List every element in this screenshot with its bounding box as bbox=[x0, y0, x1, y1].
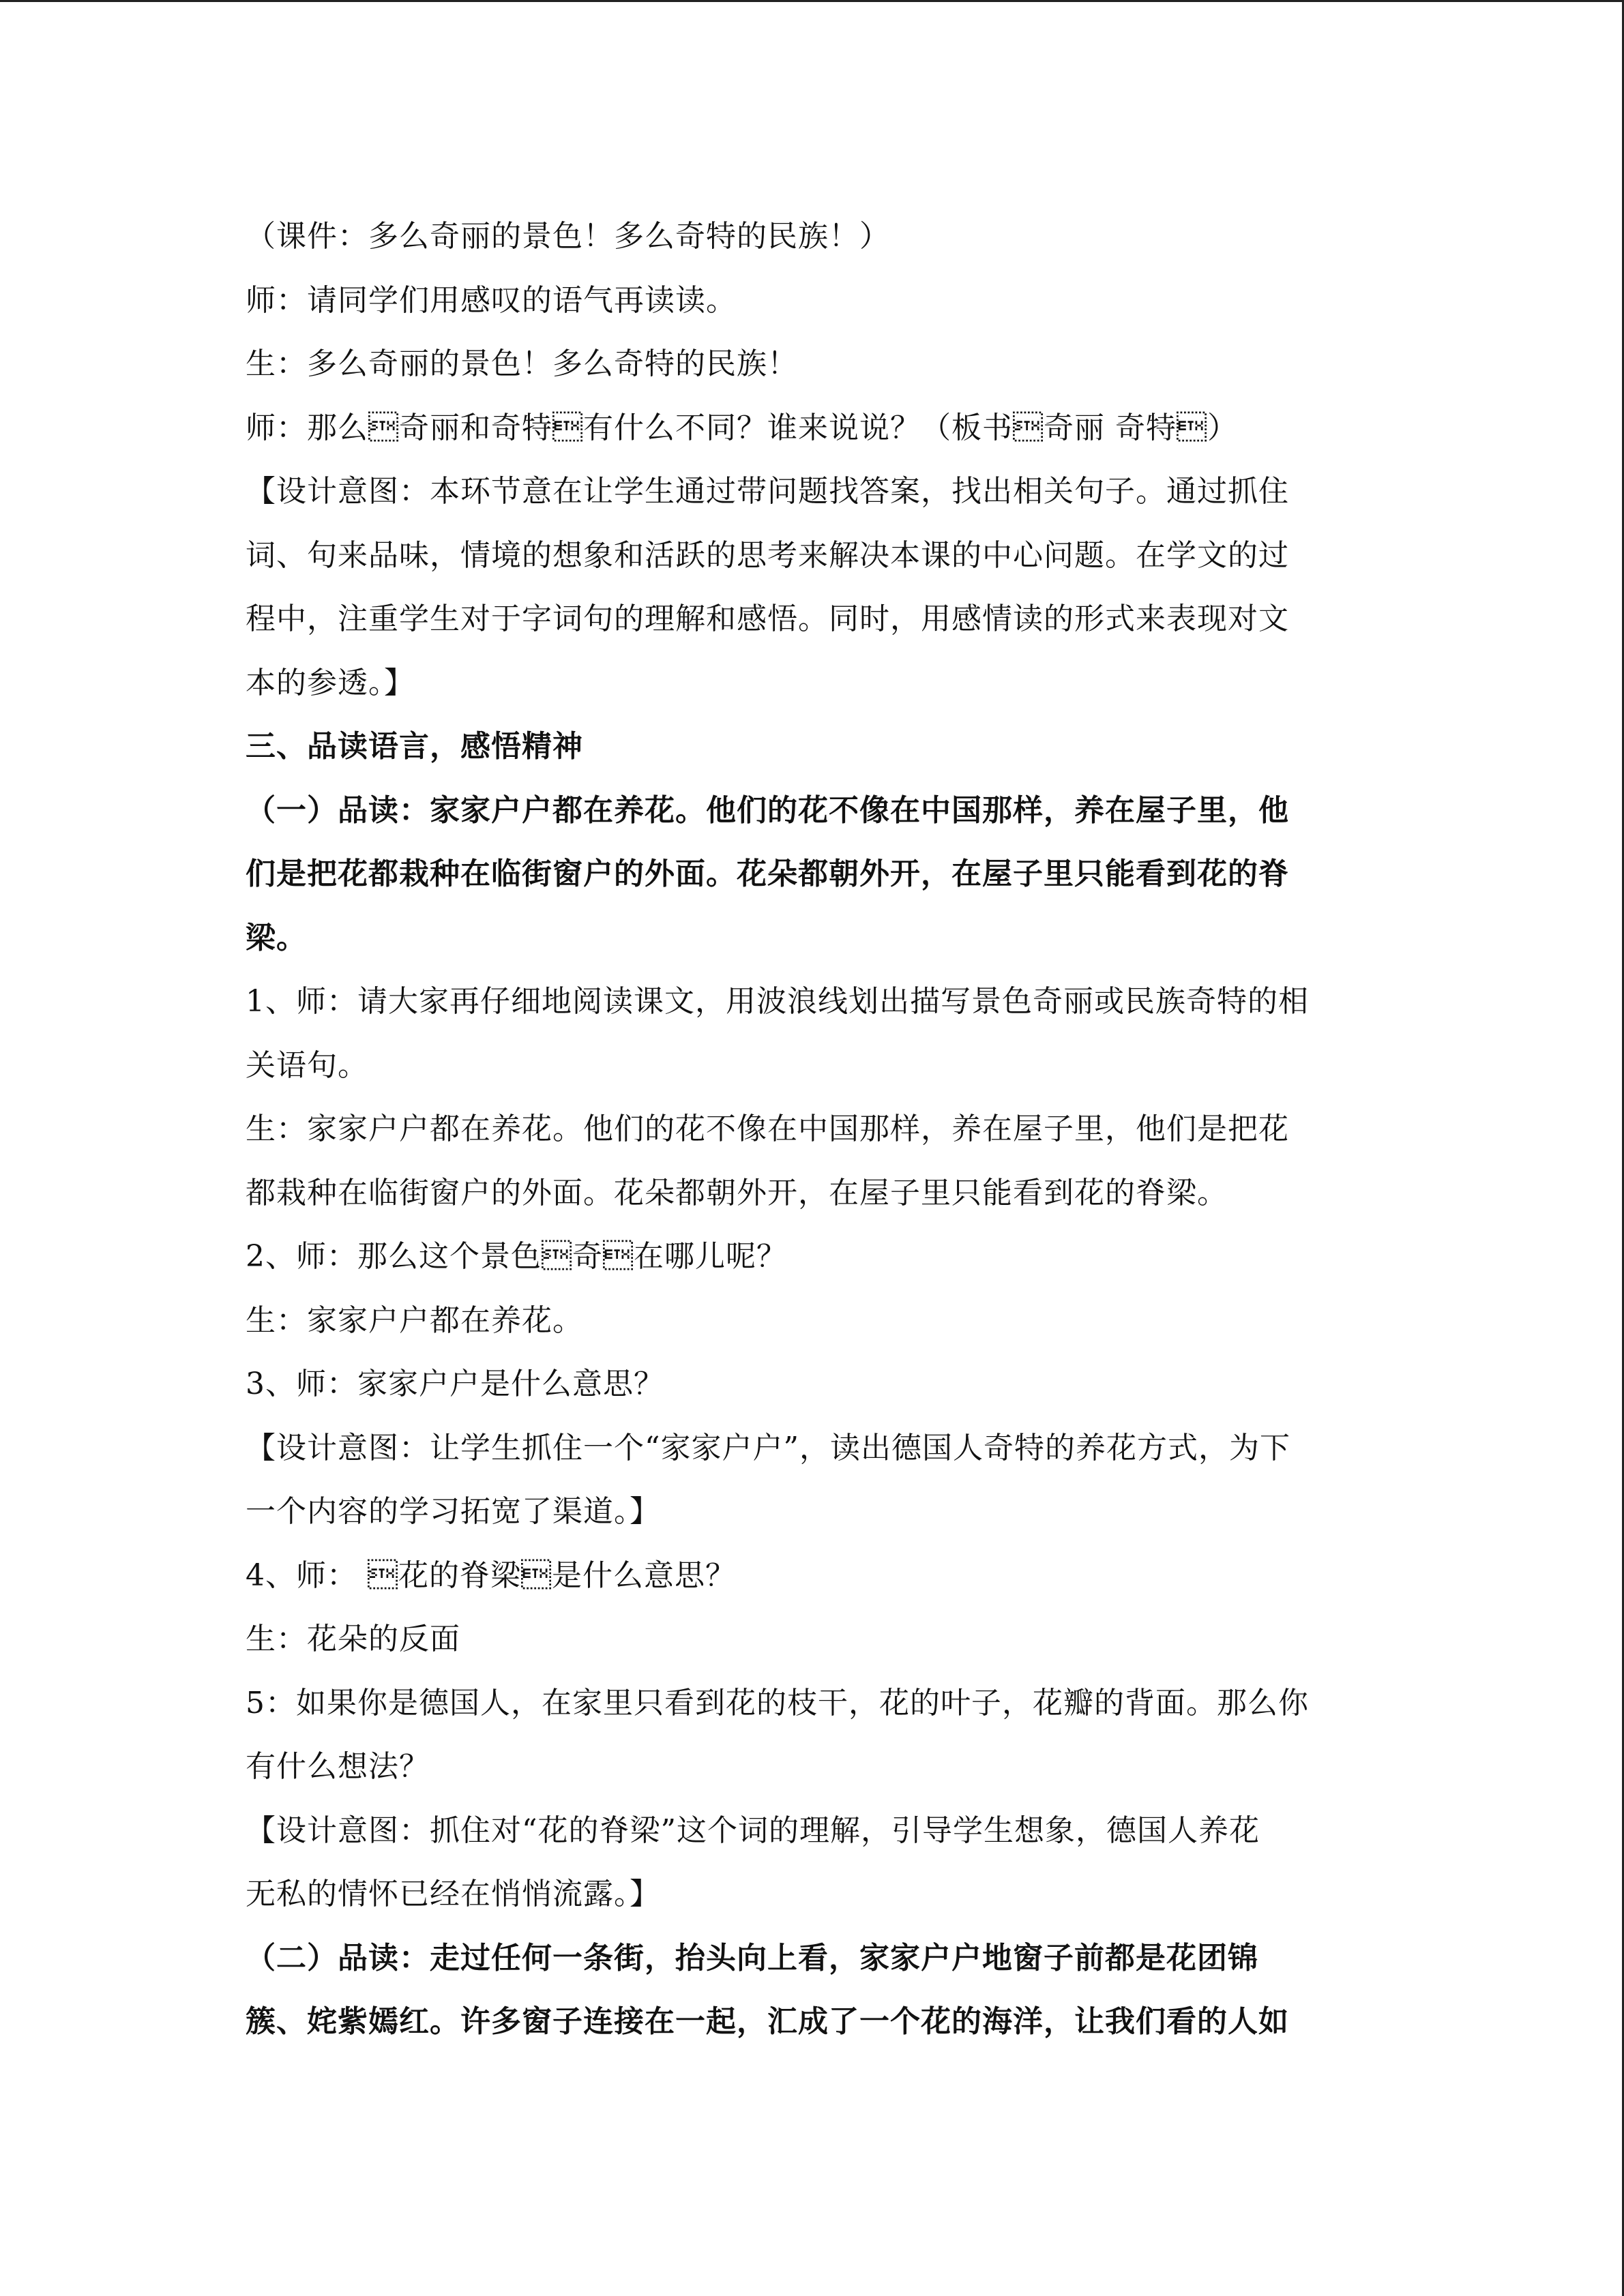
section-heading: 三、品读语言，感悟精神 bbox=[246, 729, 583, 764]
text-line: （课件：多么奇丽的景色！多么奇特的民族！） bbox=[246, 219, 890, 254]
text-line: 师：请同学们用感叹的语气再读读。 bbox=[246, 282, 737, 318]
design-intent-line: 一个内容的学习拓宽了渠道。】 bbox=[246, 1494, 660, 1529]
text-line: 生：多么奇丽的景色！多么奇特的民族！ bbox=[246, 346, 798, 381]
design-intent-line: 程中，注重学生对于字词句的理解和感悟。同时，用感情读的形式来表现对文 bbox=[246, 601, 1289, 636]
subsection-heading: 们是把花都栽种在临街窗户的外面。花朵都朝外开，在屋子里只能看到花的脊 bbox=[246, 856, 1289, 891]
text-line: 有什么想法？ bbox=[246, 1749, 430, 1784]
design-intent-line: 【设计意图：抓住对“花的脊梁”这个词的理解，引导学生想象，德国人养花 bbox=[246, 1813, 1260, 1848]
page-top-border bbox=[0, 0, 1624, 2]
text-line: 3、师：家家户户是什么意思？ bbox=[246, 1367, 664, 1401]
subsection-heading: 簇、姹紫嫣红。许多窗子连接在一起，汇成了一个花的海洋，让我们看的人如 bbox=[246, 2004, 1289, 2039]
text-line: 生：家家户户都在养花。 bbox=[246, 1302, 583, 1338]
subsection-heading: （二）品读：走过任何一条街，抬头向上看，家家户户地窗子前都是花团锦 bbox=[246, 1940, 1258, 1976]
text-line: 2、师：那么这个景色奇在哪儿呢？ bbox=[246, 1239, 787, 1274]
design-intent-line: 【设计意图：本环节意在让学生通过带问题找答案，找出相关句子。通过抓住 bbox=[246, 474, 1289, 509]
text-line: 都栽种在临街窗户的外面。花朵都朝外开，在屋子里只能看到花的脊梁。 bbox=[246, 1175, 1228, 1210]
text-line: 生：花朵的反面 bbox=[246, 1622, 460, 1656]
text-line: 生：家家户户都在养花。他们的花不像在中国那样，养在屋子里，他们是把花 bbox=[246, 1112, 1289, 1146]
document-body bbox=[246, 205, 1381, 2054]
subsection-heading: （一）品读：家家户户都在养花。他们的花不像在中国那样，养在屋子里，他 bbox=[246, 792, 1289, 828]
text-line: 5：如果你是德国人，在家里只看到花的枝干，花的叶子，花瓣的背面。那么你 bbox=[246, 1685, 1309, 1720]
design-intent-line: 本的参透。】 bbox=[246, 665, 415, 700]
text-line: 1、师：请大家再仔细地阅读课文，用波浪线划出描写景色奇丽或民族奇特的相 bbox=[246, 984, 1309, 1019]
text-line: 师：那么奇丽和奇特有什么不同？谁来说说？（板书奇丽 奇特） bbox=[246, 410, 1238, 445]
design-intent-line: 【设计意图：让学生抓住一个“家家户户”，读出德国人奇特的养花方式，为下 bbox=[246, 1430, 1290, 1465]
design-intent-line: 词、句来品味，情境的想象和活跃的思考来解决本课的中心问题。在学文的过 bbox=[246, 537, 1289, 573]
subsection-heading: 梁。 bbox=[246, 920, 307, 955]
text-line: 关语句。 bbox=[246, 1047, 368, 1083]
design-intent-line: 无私的情怀已经在悄悄流露。】 bbox=[246, 1877, 660, 1911]
text-line: 4、师： 花的脊梁是什么意思？ bbox=[246, 1557, 736, 1593]
